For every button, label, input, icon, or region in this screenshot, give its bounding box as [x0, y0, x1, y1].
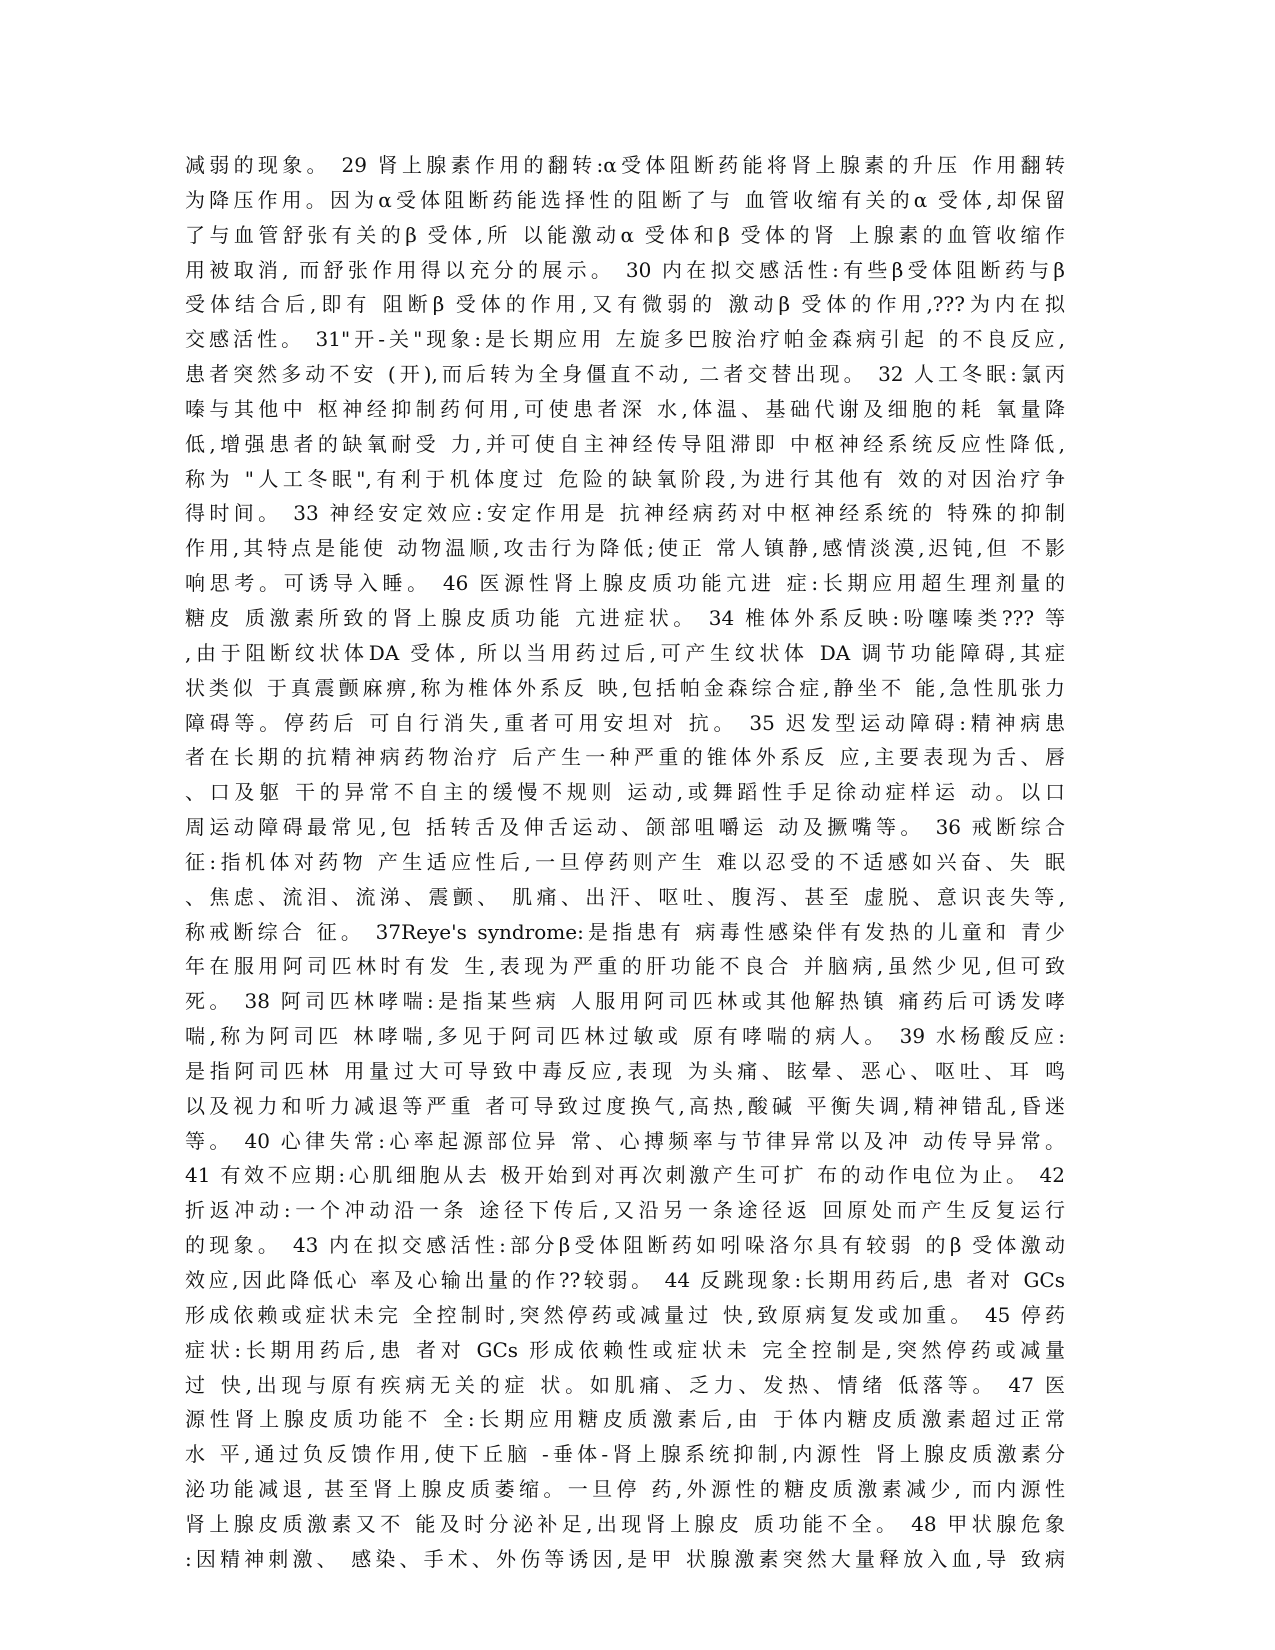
text-line: 糖皮 质激素所致的肾上腺皮质功能 亢进症状。 34 椎体外系反映:吩噻嗪类??? 等	[185, 605, 1065, 630]
text-line: 年在服用阿司匹林时有发 生,表现为严重的肝功能不良合 并脑病,虽然少见,但可致	[185, 954, 1065, 979]
text-line: 折返冲动:一个冲动沿一条 途径下传后,又沿另一条途径返 回原处而产生反复运行	[185, 1198, 1065, 1223]
text-line: ,由于阻断纹状体DA 受体, 所以当用药过后,可产生纹状体 DA 调节功能障碍,其症	[185, 640, 1065, 665]
text-line: 得时间。 33 神经安定效应:安定作用是 抗神经病药对中枢神经系统的 特殊的抑制	[185, 501, 1065, 526]
text-line: 源性肾上腺皮质功能不 全:长期应用糖皮质激素后,由 于体内糖皮质激素超过正常	[185, 1407, 1065, 1432]
text-line: 的现象。 43 内在拟交感活性:部分β受体阻断药如吲哚洛尔具有较弱 的β 受体激动	[185, 1233, 1065, 1258]
text-line: 周运动障碍最常见,包 括转舌及伸舌运动、颌部咀嚼运 动及撅嘴等。 36 戒断综合	[185, 815, 1065, 840]
text-line: 状类似 于真震颤麻痹,称为椎体外系反 映,包括帕金森综合症,静坐不 能,急性肌张力	[185, 675, 1065, 700]
text-line: 减弱的现象。 29 肾上腺素作用的翻转:α受体阻断药能将肾上腺素的升压 作用翻转	[185, 153, 1065, 177]
text-line: 者在长期的抗精神病药物治疗 后产生一种严重的锥体外系反 应,主要表现为舌、唇	[185, 745, 1065, 770]
text-line: 、焦虑、流泪、流涕、震颤、 肌痛、出汗、呕吐、腹泻、甚至 虚脱、意识丧失等,	[185, 884, 1065, 909]
text-line: 低,增强患者的缺氧耐受 力,并可使自主神经传导阻滞即 中枢神经系统反应性降低,	[185, 431, 1065, 456]
text-line: 嗪与其他中 枢神经抑制药何用,可使患者深 水,体温、基础代谢及细胞的耗 氧量降	[185, 396, 1065, 421]
text-line: 了与血管舒张有关的β 受体,所 以能激动α 受体和β 受体的肾 上腺素的血管收缩作	[185, 222, 1065, 247]
text-line: 征:指机体对药物 产生适应性后,一旦停药则产生 难以忍受的不适感如兴奋、失 眠	[185, 849, 1065, 874]
text-line: 称为 "人工冬眠",有利于机体度过 危险的缺氧阶段,为进行其他有 效的对因治疗争	[185, 466, 1065, 491]
text-line: :因精神刺激、 感染、手术、外伤等诱因,是甲 状腺激素突然大量释放入血,导 致病	[185, 1546, 1065, 1571]
text-line: 41 有效不应期:心肌细胞从去 极开始到对再次刺激产生可扩 布的动作电位为止。 42	[185, 1163, 1065, 1188]
text-line: 、口及躯 干的异常不自主的缓慢不规则 运动,或舞蹈性手足徐动症样运 动。以口	[185, 780, 1065, 805]
body-text	[185, 148, 1065, 1577]
text-line: 交感活性。 31"开-关"现象:是长期应用 左旋多巴胺治疗帕金森病引起 的不良反应,	[185, 327, 1065, 352]
text-line: 水 平,通过负反馈作用,使下丘脑 -垂体-肾上腺系统抑制,内源性 肾上腺皮质激素分	[185, 1442, 1065, 1467]
text-line: 肾上腺皮质激素又不 能及时分泌补足,出现肾上腺皮 质功能不全。 48 甲状腺危象	[185, 1511, 1065, 1536]
text-line: 过 快,出现与原有疾病无关的症 状。如肌痛、乏力、发热、情绪 低落等。 47 医	[185, 1372, 1065, 1397]
text-line: 泌功能减退, 甚至肾上腺皮质萎缩。一旦停 药,外源性的糖皮质激素减少, 而内源性	[185, 1477, 1065, 1502]
text-line: 以及视力和听力减退等严重 者可导致过度换气,高热,酸碱 平衡失调,精神错乱,昏迷	[185, 1093, 1065, 1118]
text-line: 响思考。可诱导入睡。 46 医源性肾上腺皮质功能亢进 症:长期应用超生理剂量的	[185, 571, 1065, 596]
text-line: 死。 38 阿司匹林哮喘:是指某些病 人服用阿司匹林或其他解热镇 痛药后可诱发哮	[185, 989, 1065, 1014]
text-line: 患者突然多动不安 (开),而后转为全身僵直不动, 二者交替出现。 32 人工冬眠:氯丙	[185, 362, 1065, 387]
text-line: 效应,因此降低心 率及心输出量的作??较弱。 44 反跳现象:长期用药后,患 者对 GCs	[185, 1268, 1065, 1292]
text-line: 喘,称为阿司匹 林哮喘,多见于阿司匹林过敏或 原有哮喘的病人。 39 水杨酸反应:	[185, 1024, 1065, 1049]
text-line: 形成依赖或症状未完 全控制时,突然停药或减量过 快,致原病复发或加重。 45 停药	[185, 1302, 1065, 1327]
text-line: 症状:长期用药后,患 者对 GCs 形成依赖性或症状未 完全控制是,突然停药或减量	[185, 1337, 1065, 1362]
text-line: 作用,其特点是能使 动物温顺,攻击行为降低;使正 常人镇静,感情淡漠,迟钝,但 不影	[185, 536, 1065, 561]
text-line: 是指阿司匹林 用量过大可导致中毒反应,表现 为头痛、眩晕、恶心、呕吐、耳 鸣	[185, 1058, 1065, 1083]
text-line: 等。 40 心律失常:心率起源部位异 常、心搏频率与节律异常以及冲 动传导异常。	[185, 1128, 1065, 1153]
text-line: 受体结合后,即有 阻断β 受体的作用,又有微弱的 激动β 受体的作用,???为内在拟	[185, 292, 1065, 317]
text-line: 为降压作用。因为α受体阻断药能选择性的阻断了与 血管收缩有关的α 受体,却保留	[185, 187, 1065, 212]
text-line: 称戒断综合 征。 37Reye's syndrome:是指患有 病毒性感染伴有发热的儿童和 青少	[185, 919, 1065, 944]
text-line: 障碍等。停药后 可自行消失,重者可用安坦对 抗。 35 迟发型运动障碍:精神病患	[185, 710, 1065, 735]
text-line: 用被取消, 而舒张作用得以充分的展示。 30 内在拟交感活性:有些β受体阻断药与β	[185, 257, 1065, 282]
